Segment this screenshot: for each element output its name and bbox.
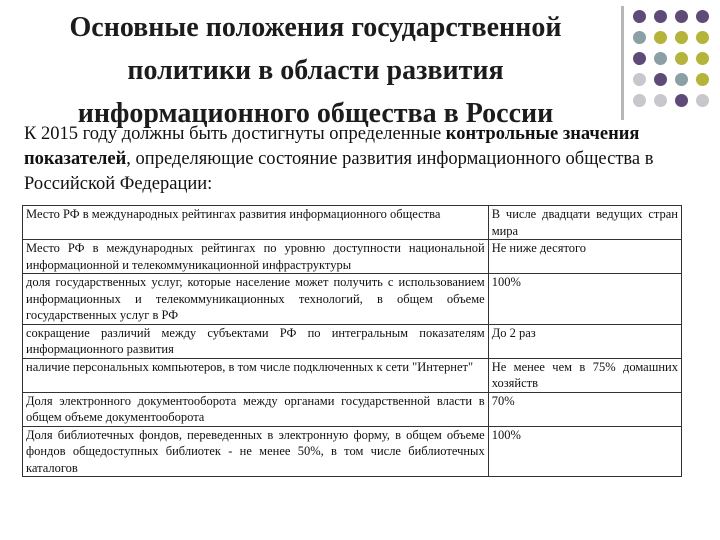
decor-dot bbox=[633, 94, 646, 107]
intro-paragraph bbox=[24, 122, 714, 197]
decor-dot bbox=[633, 10, 646, 23]
target-cell: 100% bbox=[488, 274, 681, 325]
decor-dot bbox=[696, 10, 709, 23]
table-row bbox=[23, 240, 682, 274]
decor-dot bbox=[654, 31, 667, 44]
intro-text-bold: контрольные значения показателей bbox=[24, 124, 640, 169]
decor-dot bbox=[696, 94, 709, 107]
decor-dot bbox=[675, 73, 688, 86]
decor-dot bbox=[633, 73, 646, 86]
table-row bbox=[23, 324, 682, 358]
decor-dot bbox=[633, 31, 646, 44]
target-cell: 70% bbox=[488, 392, 681, 426]
intro-text-part2: , определяющие состояние развития информационного общества в Российской Федерации: bbox=[24, 149, 654, 194]
target-cell: В числе двадцати ведущих стран мира bbox=[488, 206, 681, 240]
indicator-cell: сокращение различий между субъектами РФ по интегральным показателям информационного развития bbox=[23, 324, 489, 358]
decorative-dot-grid bbox=[633, 10, 717, 115]
decor-dot bbox=[654, 10, 667, 23]
target-cell: До 2 раз bbox=[488, 324, 681, 358]
indicator-cell: наличие персональных компьютеров, в том числе подключенных к сети "Интернет" bbox=[23, 358, 489, 392]
target-cell: Не ниже десятого bbox=[488, 240, 681, 274]
table-row bbox=[23, 274, 682, 325]
decor-dot bbox=[675, 94, 688, 107]
decor-dot bbox=[696, 31, 709, 44]
table-row bbox=[23, 426, 682, 477]
table-row bbox=[23, 392, 682, 426]
decor-dot bbox=[675, 31, 688, 44]
indicator-cell: Доля библиотечных фондов, переведенных в электронную форму, в общем объеме фондов общедоступных библиотек - не менее 50%, в том числе библиотечных каталогов bbox=[23, 426, 489, 477]
indicator-cell: Доля электронного документооборота между органами государственной власти в общем объеме документооборота bbox=[23, 392, 489, 426]
indicators-table bbox=[22, 205, 682, 477]
decor-dot bbox=[696, 73, 709, 86]
decor-dot bbox=[654, 73, 667, 86]
decor-dot bbox=[696, 52, 709, 65]
indicator-cell: доля государственных услуг, которые население может получить с использованием информационных и телекоммуникационных технологий, в общем объеме государственных услуг в РФ bbox=[23, 274, 489, 325]
target-cell: Не менее чем в 75% домашних хозяйств bbox=[488, 358, 681, 392]
intro-text-part1: К 2015 году должны быть достигнуты определенные bbox=[24, 124, 446, 144]
title-divider-line bbox=[621, 6, 624, 120]
decor-dot bbox=[675, 52, 688, 65]
decor-dot bbox=[633, 52, 646, 65]
indicator-cell: Место РФ в международных рейтингах по уровню доступности национальной информационной и телекоммуникационной инфраструктуры bbox=[23, 240, 489, 274]
table-row bbox=[23, 358, 682, 392]
target-cell: 100% bbox=[488, 426, 681, 477]
decor-dot bbox=[654, 52, 667, 65]
decor-dot bbox=[675, 10, 688, 23]
indicator-cell: Место РФ в международных рейтингах развития информационного общества bbox=[23, 206, 489, 240]
slide-title: Основные положения государственной политики в области развития информационного общества в России bbox=[69, 12, 562, 129]
decor-dot bbox=[654, 94, 667, 107]
table-row bbox=[23, 206, 682, 240]
